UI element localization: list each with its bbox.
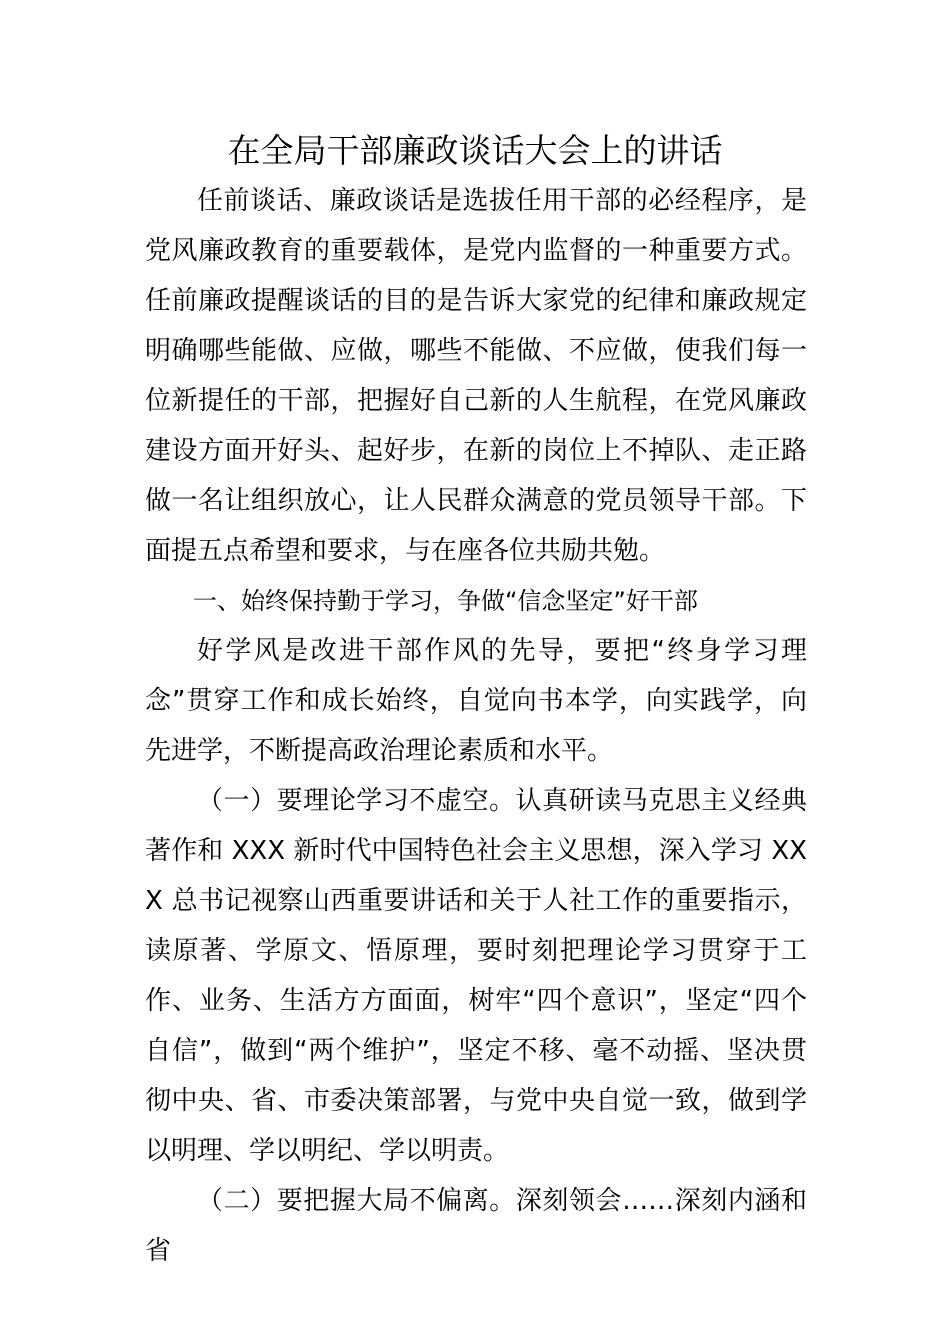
document-body (145, 176, 807, 1276)
document-title: 在全局干部廉政谈话大会上的讲话 (227, 131, 723, 170)
section-heading-1: 一、始终保持勤于学习，争做“信念坚定”好干部 (193, 587, 698, 615)
subsection-2-paragraph: （二）要把握大局不偏离。深刻领会……深刻内涵和省 (145, 1186, 807, 1266)
subsection-1-paragraph: （一）要理论学习不虚空。认真研读马克思主义经典著作和 XXX 新时代中国特色社会主义思想，深入学习 XXX 总书记视察山西重要讲话和关于人社工作的重要指示，读原著、学原文、悟原理，要时刻把理论学习贯穿于工作、业务、生活方方面面，树牢“四个意识”，坚定“四个自信”，做到“两个维护”，坚定不移、毫不动摇、坚决贯彻中央、省、市委决策部署，与党中央自觉一致，做到学以明理、学以明纪、学以明责。 (145, 786, 807, 1166)
section-1-paragraph: 好学风是改进干部作风的先导，要把“终身学习理念”贯穿工作和成长始终，自觉向书本学，向实践学，向先进学，不断提高政治理论素质和水平。 (145, 636, 807, 766)
intro-paragraph: 任前谈话、廉政谈话是选拔任用干部的必经程序，是党风廉政教育的重要载体，是党内监督的一种重要方式。任前廉政提醒谈话的目的是告诉大家党的纪律和廉政规定明确哪些能做、应做，哪些不能做、不应做，使我们每一位新提任的干部，把握好自己新的人生航程，在党风廉政建设方面开好头、起好步，在新的岗位上不掉队、走正路做一名让组织放心，让人民群众满意的党员领导干部。下面提五点希望和要求，与在座各位共励共勉。 (145, 186, 807, 566)
